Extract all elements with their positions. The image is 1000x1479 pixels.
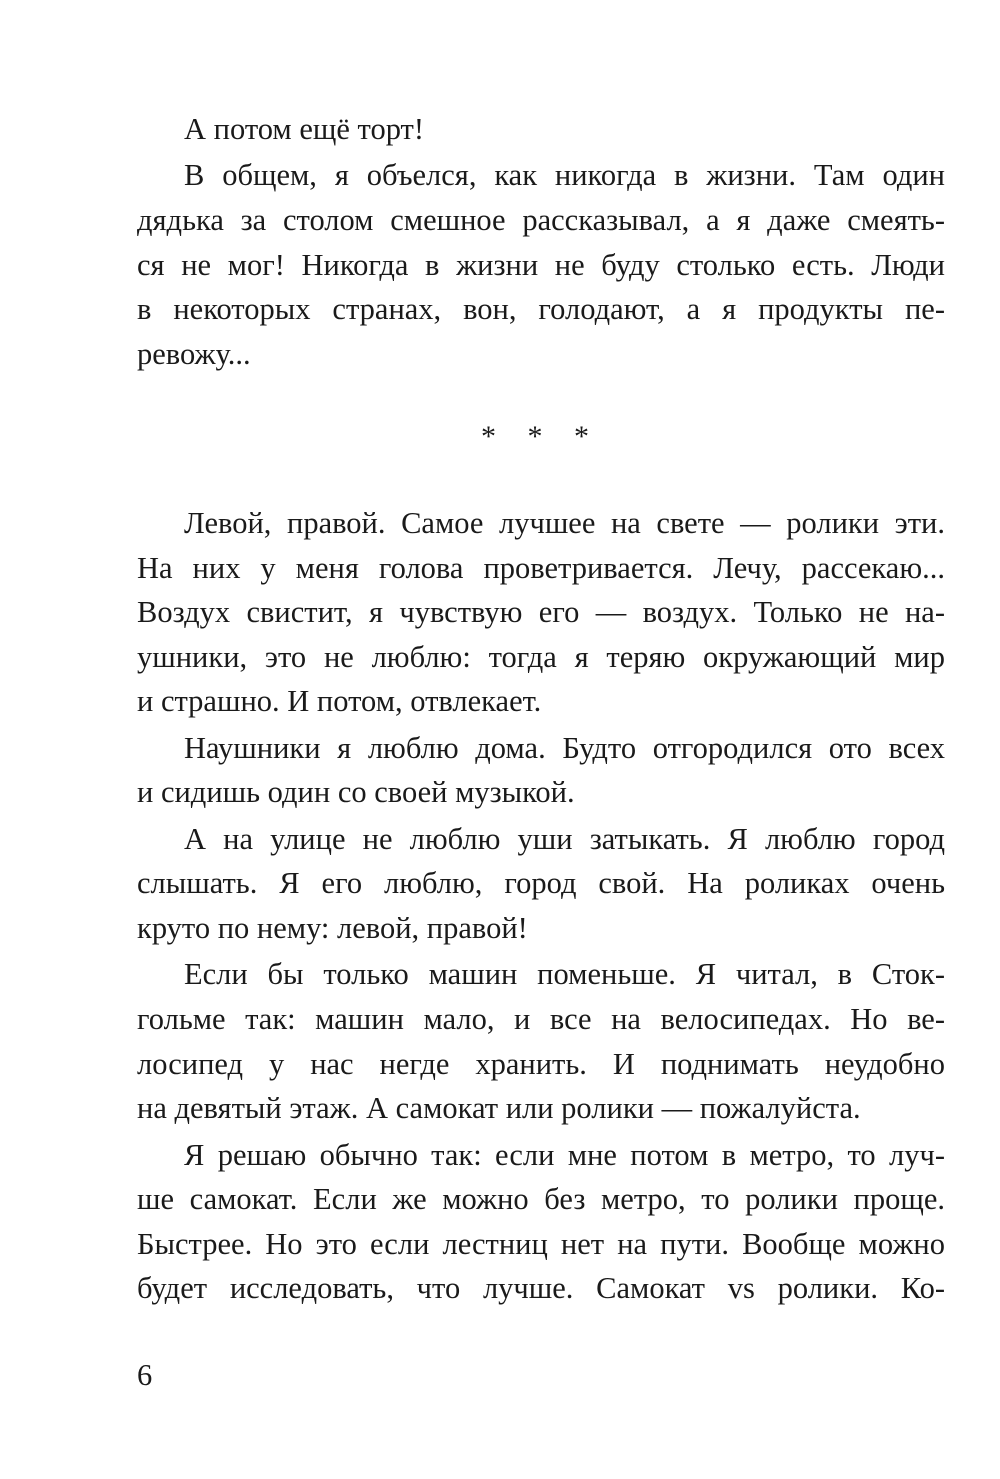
text-line: Воздух свистит, я чувствую его — воздух. Только не на-	[137, 595, 945, 630]
text-line: и сидишь один со своей музыкой.	[137, 775, 575, 810]
section-separator: * * *	[481, 420, 601, 453]
text-line: А потом ещё торт!	[184, 112, 425, 146]
text-line: Быстрее. Но это если лестниц нет на пути. Вообще можно	[137, 1226, 945, 1261]
text-section-2	[137, 501, 945, 1311]
text-line: В общем, я объелся, как никогда в жизни. Там один	[184, 158, 945, 193]
paragraph	[137, 1133, 945, 1311]
text-line: Левой, правой. Самое лучшее на свете — ролики эти.	[184, 506, 945, 540]
text-line: Наушники я люблю дома. Будто отгородился ото всех	[184, 730, 945, 765]
text-line: гольме так: машин мало, и все на велосипедах. Но ве-	[137, 1001, 945, 1036]
page-number: 6	[137, 1358, 153, 1392]
text-line: На них у меня голова проветривается. Лечу, рассекаю...	[137, 550, 945, 585]
text-line: ушники, это не люблю: тогда я теряю окружающий мир	[137, 639, 945, 674]
text-line: ся не мог! Никогда в жизни не буду столько есть. Люди	[137, 247, 945, 282]
text-line: Я решаю обычно так: если мне потом в метро, то луч-	[184, 1137, 945, 1172]
text-line: Если бы только машин поменьше. Я читал, в Сток-	[184, 957, 945, 992]
paragraph	[137, 107, 945, 152]
text-line: будет исследовать, что лучше. Самокат vs ролики. Ко-	[137, 1271, 945, 1306]
text-line: А на улице не люблю уши затыкать. Я люблю город	[184, 821, 945, 856]
text-line: дядька за столом смешное рассказывал, а я даже смеять-	[137, 202, 945, 237]
text-line: ревожу...	[137, 336, 251, 371]
text-line: лосипед у нас негде хранить. И поднимать неудобно	[137, 1046, 945, 1081]
text-line: на девятый этаж. А самокат или ролики — пожалуйста.	[137, 1091, 861, 1126]
text-line: ше самокат. Если же можно без метро, то ролики проще.	[137, 1182, 945, 1217]
text-line: слышать. Я его люблю, город свой. На роликах очень	[137, 866, 945, 901]
text-line: круто по нему: левой, правой!	[137, 910, 528, 945]
text-line: в некоторых странах, вон, голодают, а я продукты пе-	[137, 292, 945, 327]
paragraph	[137, 153, 945, 376]
paragraph	[137, 501, 945, 724]
paragraph	[137, 726, 945, 815]
paragraph	[137, 952, 945, 1130]
paragraph	[137, 817, 945, 951]
text-section-1	[137, 107, 945, 376]
text-line: и страшно. И потом, отвлекает.	[137, 684, 542, 719]
